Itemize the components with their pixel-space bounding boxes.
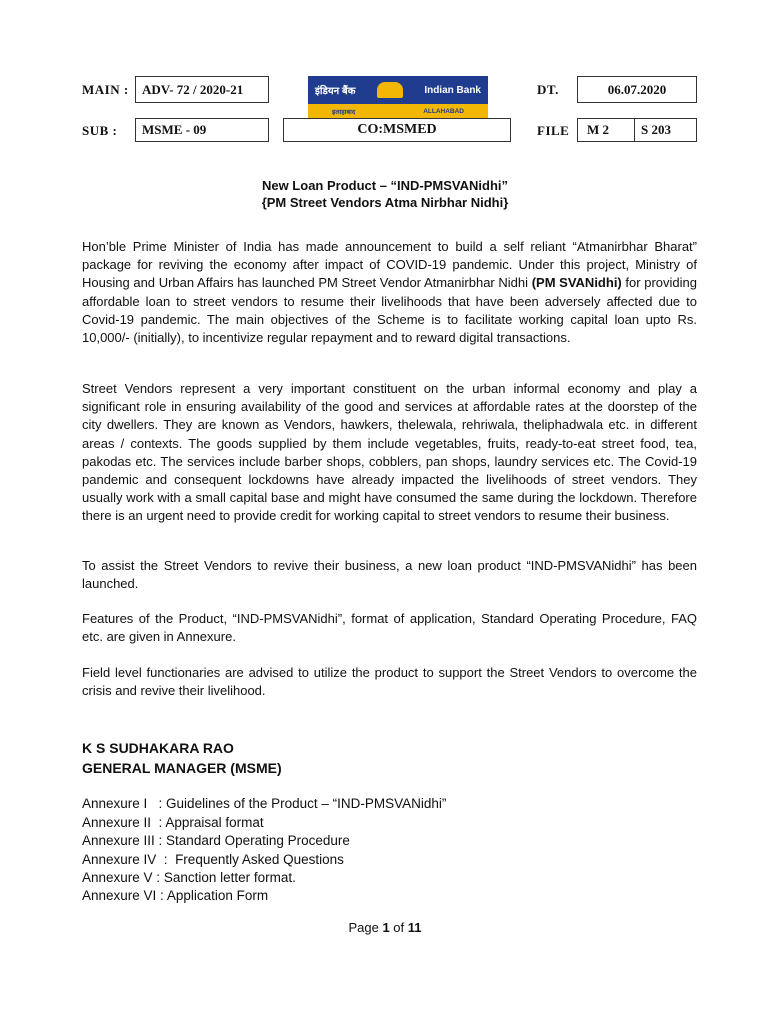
paragraph-features: Features of the Product, “IND-PMSVANidhi”, format of application, Standard Operating Procedure, FAQ etc. are given in Annexure.	[82, 611, 697, 645]
logo-hindi-name: इंडियन बैंक	[315, 86, 356, 97]
annexure-label: Annexure VI :	[82, 888, 167, 903]
logo-hindi-sub: इलाहाबाद	[332, 108, 356, 116]
logo-english-name: Indian Bank	[424, 84, 481, 96]
scheme-name-bold: (PM SVANidhi)	[531, 275, 622, 291]
annexure-item	[82, 888, 268, 903]
annexure-text: Frequently Asked Questions	[175, 852, 344, 867]
of-word: of	[389, 920, 408, 935]
annexure-item	[82, 815, 264, 830]
paragraph-street-vendors: Street Vendors represent a very important constituent on the urban informal economy and play a significant role in ensuring availability of the good and services at affordable rates at the doorstep of the city dwellers. They are known as Vendors, hawkers, thelewala, rehriwala, theliphadwala etc. in different areas / contexts. The goods supplied by them include vegetables, fruits, ready-to-eat street food, tea, pakodas etc. The services include barber shops, cobblers, pan shops, laundry services etc. The Covid-19 pandemic and consequent lockdowns have already impacted the livelihoods of street vendors. They usually work with a small capital base and might have consumed the same during the lockdown. Therefore there is an urgent need to provide credit for working capital to street vendors to resume their business.	[82, 381, 697, 524]
document-subtitle: {PM Street Vendors Atma Nirbhar Nidhi}	[261, 195, 509, 210]
document-title: New Loan Product – “IND-PMSVANidhi”	[261, 178, 509, 193]
logo-english-sub: ALLAHABAD	[423, 107, 464, 115]
annexure-text: Guidelines of the Product – “IND-PMSVANidhi”	[166, 796, 447, 811]
sub-reference-box	[135, 118, 269, 142]
page-current: 1	[382, 920, 390, 935]
annexure-item	[82, 870, 296, 885]
sub-reference-value: MSME - 09	[142, 122, 207, 137]
annexure-label: Annexure II :	[82, 815, 166, 830]
annexure-text: Appraisal format	[165, 815, 264, 830]
paragraph-introduction-text-b: for providing affordable loan to street vendors to resume their livelihoods that have been adversely affected due to Covid-19 pandemic. The main objectives of the Scheme is to facilitate working capital loan upto Rs. 10,000/- (initially), to incentivize regular repayment and to reward digital transactions.	[82, 275, 697, 346]
file-label: FILE	[537, 123, 570, 138]
page-footer	[0, 920, 770, 935]
indian-bank-logo	[308, 76, 488, 118]
paragraph-advice: Field level functionaries are advised to utilize the product to support the Street Vendors to overcome the crisis and revive their livelihood.	[82, 665, 697, 699]
department-value: CO:MSMED	[357, 122, 437, 137]
page-word: Page	[348, 920, 383, 935]
file-code-box	[577, 118, 635, 142]
date-label: DT.	[537, 82, 559, 97]
date-value: 06.07.2020	[607, 81, 667, 97]
annexure-label: Annexure III :	[82, 833, 167, 848]
file-number-value: S 203	[641, 122, 671, 137]
main-reference-box	[135, 76, 269, 103]
bank-emblem-icon	[377, 82, 403, 98]
annexure-text: Application Form	[166, 888, 269, 903]
annexure-text: Sanction letter format.	[163, 870, 296, 885]
paragraph-product-launch: To assist the Street Vendors to revive their business, a new loan product “IND-PMSVANidhi” has been launched.	[82, 558, 697, 592]
main-label: MAIN :	[82, 82, 129, 97]
page-total: 11	[407, 920, 422, 935]
paragraph-introduction	[82, 238, 697, 347]
signatory-designation: GENERAL MANAGER (MSME)	[82, 760, 282, 776]
signatory-name: K S SUDHAKARA RAO	[82, 740, 234, 756]
annexure-label: Annexure V :	[82, 870, 164, 885]
date-box	[577, 76, 697, 103]
paragraph-introduction-text-a: Hon’ble Prime Minister of India has made announcement to build a self reliant “Atmanirbhar Bharat” package for reviving the economy after impact of COVID-19 pandemic. Under this project, Ministry of Housing and Urban Affairs has launched PM Street Vendor Atmanirbhar Nidhi	[82, 239, 697, 291]
sub-label: SUB :	[82, 123, 118, 138]
annexure-item	[82, 796, 446, 811]
annexure-label: Annexure I :	[82, 796, 167, 811]
main-reference-value: ADV- 72 / 2020-21	[142, 81, 244, 97]
department-box	[283, 118, 511, 142]
annexure-item	[82, 852, 344, 867]
annexure-label: Annexure IV :	[82, 852, 176, 867]
annexure-text: Standard Operating Procedure	[166, 833, 350, 848]
file-code-value: M 2	[587, 122, 610, 137]
annexure-item	[82, 833, 350, 848]
file-number-box	[634, 118, 697, 142]
